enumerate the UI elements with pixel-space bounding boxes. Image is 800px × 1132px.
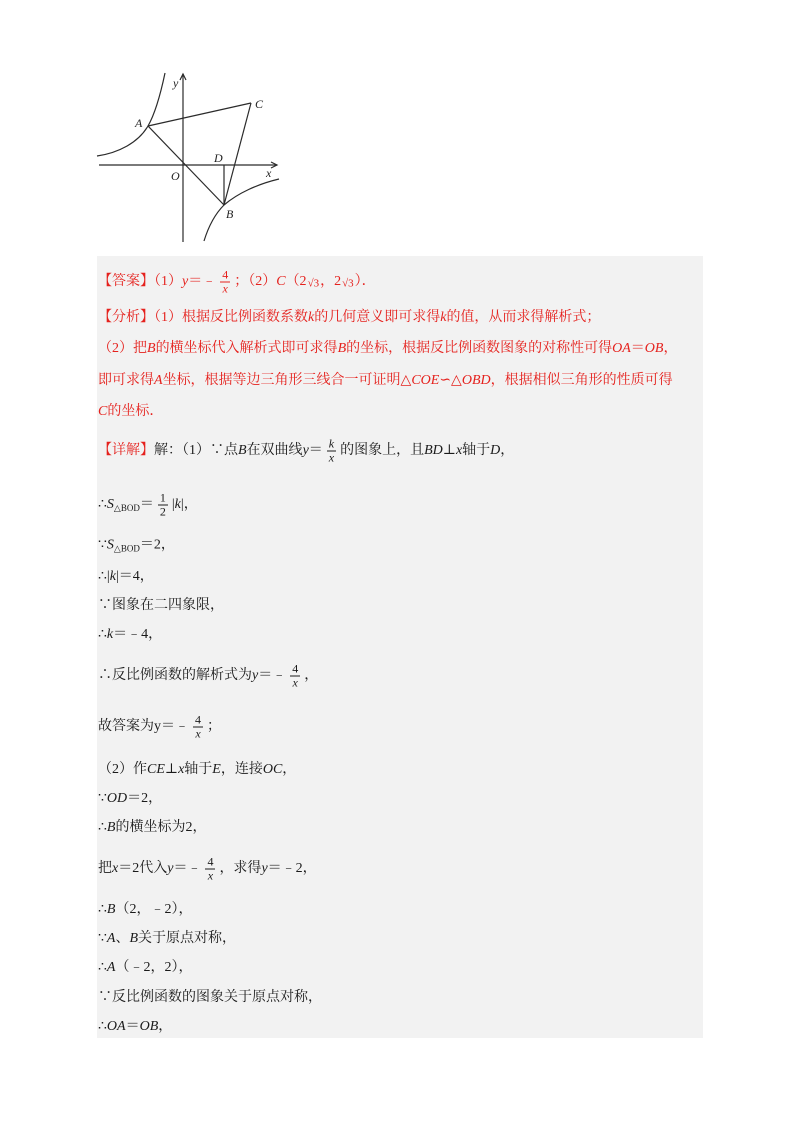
text-run: 轴于 (184, 762, 213, 777)
solution-line (98, 625, 162, 645)
text-run: ；（2） (234, 274, 277, 290)
text-run: ＝﹣2， (267, 861, 317, 877)
text-run: ⊥ (164, 762, 179, 777)
math-variable: B (129, 931, 139, 946)
math-variable: OBD (461, 373, 491, 388)
text-run: （﹣2，2）， (115, 960, 193, 975)
text-run: 的几何意义即可求得 (314, 310, 441, 325)
solution-panel (97, 256, 703, 1038)
text-run: ⊥ (442, 443, 456, 459)
text-run: 解：（1）∵点 (154, 443, 238, 459)
text-run: ）． (354, 274, 376, 290)
text-run: ， (282, 762, 297, 777)
subscript: △BOD (113, 543, 140, 554)
text-run: ，连接 (220, 762, 263, 777)
math-variable: k (106, 627, 114, 642)
solution-line (98, 929, 236, 949)
math-variable: k (308, 310, 315, 325)
math-variable: y (182, 274, 189, 290)
text-run: ∵图象在二四象限， (98, 598, 224, 613)
text-run: 的横坐标代入解析式即可求得 (155, 341, 338, 356)
solution-line (98, 567, 154, 587)
answer-line (98, 269, 376, 296)
math-variable: C (276, 274, 286, 290)
label-x-axis: x (266, 166, 272, 180)
label-point-d: D (214, 151, 223, 165)
text-run: ∵ (98, 537, 107, 553)
text-run: ，求得 (219, 861, 262, 877)
fraction (327, 438, 336, 465)
label-point-b: B (226, 207, 234, 221)
fraction (290, 663, 300, 690)
text-run: ＝ (139, 497, 154, 513)
text-run: （2）把 (98, 341, 147, 356)
math-variable: B (337, 341, 347, 356)
solution-line (98, 1017, 172, 1037)
text-run: 故答案为y＝﹣ (98, 719, 189, 735)
analysis-line (98, 339, 677, 359)
math-variable: E (212, 762, 221, 777)
section-tag: 【答案】 (98, 274, 154, 290)
solution-line (98, 900, 192, 920)
analysis-line (98, 308, 600, 328)
label-y-axis: y (173, 76, 179, 90)
text-run: |＝4， (115, 569, 154, 584)
section-tag: 【详解】 (98, 443, 154, 459)
text-run: 即可求得 (98, 373, 154, 388)
text-run: ∵ (98, 931, 107, 946)
text-run: ＝2代入 (118, 861, 168, 877)
math-variable: BD (424, 443, 443, 459)
coordinate-figure (0, 0, 300, 250)
text-run: ∴ (98, 1019, 107, 1034)
fraction-denominator: x (207, 868, 214, 883)
solution-line (98, 438, 514, 465)
solution-line (98, 596, 224, 616)
text-run: ∴| (98, 569, 110, 584)
text-run: 在双曲线 (246, 443, 303, 459)
solution-line (98, 760, 296, 780)
math-variable: CE (147, 762, 165, 777)
hyperbola-branch-lower-right (204, 179, 279, 241)
solution-line (98, 856, 317, 883)
label-point-c: C (255, 97, 264, 111)
math-variable: OA (612, 341, 631, 356)
text-run: 、 (115, 931, 130, 946)
math-variable: S (106, 537, 114, 553)
math-variable: x (112, 861, 119, 877)
analysis-line (98, 371, 673, 391)
segment-ac (148, 103, 251, 126)
square-root: √3 (342, 277, 354, 290)
math-variable: A (106, 931, 116, 946)
math-variable: k (174, 497, 181, 513)
text-run: | (171, 497, 175, 513)
fraction-denominator: x (222, 281, 228, 296)
solution-line (98, 492, 198, 519)
text-run: 的图象上，且 (340, 443, 425, 459)
math-variable: y (261, 861, 268, 877)
fraction-numerator: 4 (292, 661, 299, 676)
fraction-numerator: k (328, 436, 335, 451)
math-variable: A (106, 960, 116, 975)
solution-line (98, 988, 322, 1008)
math-variable: B (238, 443, 247, 459)
text-run: ∽△ (439, 373, 462, 388)
fraction-numerator: 4 (222, 267, 229, 282)
text-run: （1） (154, 274, 182, 290)
fraction (220, 269, 230, 296)
fraction-numerator: 4 (207, 854, 214, 869)
text-run: （2）作 (98, 762, 147, 777)
fraction-denominator: 2 (159, 504, 166, 519)
text-run: ＝﹣ (258, 668, 287, 684)
fraction (205, 856, 215, 883)
math-variable: OB (139, 1019, 159, 1034)
fraction-denominator: x (195, 726, 201, 741)
text-run: ， (304, 668, 319, 684)
fraction-denominator: x (292, 675, 298, 690)
section-tag: 【分析】 (98, 310, 154, 325)
text-run: ，2 (320, 274, 342, 290)
text-run: 的坐标，根据反比例函数图象的对称性可得 (346, 341, 613, 356)
text-run: ＝2， (139, 537, 175, 553)
label-point-a: A (135, 116, 143, 130)
solution-line (98, 663, 318, 690)
text-run: （2，﹣2）， (115, 902, 193, 917)
fraction-numerator: 1 (159, 490, 166, 505)
text-run: 的坐标． (107, 404, 164, 419)
text-run: （2 (285, 274, 307, 290)
square-root: √3 (307, 277, 320, 290)
analysis-line (98, 402, 163, 422)
math-variable: D (490, 443, 501, 459)
text-run: ∴反比例函数的解析式为 (98, 668, 252, 684)
math-variable: S (106, 497, 114, 513)
solution-line (98, 714, 221, 741)
text-run: ＝2， (127, 791, 163, 806)
math-variable: COE (411, 373, 440, 388)
text-run: 把 (98, 861, 112, 877)
text-run: ， (500, 443, 515, 459)
text-run: 轴于 (462, 443, 491, 459)
text-run: ， (158, 1019, 173, 1034)
solution-line (98, 958, 192, 978)
fraction (193, 714, 203, 741)
text-run: ＝﹣ (173, 861, 202, 877)
text-run: ∴ (98, 627, 107, 642)
text-run: ＝ (308, 443, 323, 459)
solution-line (98, 818, 206, 838)
math-variable: A (154, 373, 163, 388)
text-run: ∴ (98, 960, 107, 975)
text-run: 的值，从而求得解析式； (446, 310, 601, 325)
text-run: ； (207, 719, 221, 735)
math-variable: B (106, 820, 116, 835)
math-variable: k (440, 310, 447, 325)
math-variable: k (109, 569, 116, 584)
math-variable: y (167, 861, 174, 877)
math-variable: B (147, 341, 156, 356)
text-run: （1）根据反比例函数系数 (154, 310, 308, 325)
math-variable: x (178, 762, 185, 777)
text-run: ＝﹣4， (113, 627, 163, 642)
text-run: |， (180, 497, 198, 513)
text-run: ∴ (98, 497, 107, 513)
math-variable: C (98, 404, 108, 419)
math-variable: y (302, 443, 309, 459)
fraction-denominator: x (328, 450, 335, 465)
math-variable: OA (106, 1019, 126, 1034)
text-run: 的横坐标为2， (115, 820, 207, 835)
hyperbola-branch-upper-left (97, 73, 165, 156)
text-run: ∴ (98, 820, 107, 835)
text-run: ， (663, 341, 678, 356)
text-run: ＝﹣ (188, 274, 217, 290)
text-run: 坐标，根据等边三角形三线合一可证明△ (162, 373, 412, 388)
math-variable: OC (262, 762, 283, 777)
text-run: 关于原点对称， (138, 931, 237, 946)
solution-line (98, 536, 175, 559)
subscript: △BOD (113, 503, 140, 514)
math-variable: OD (106, 791, 128, 806)
text-run: ，根据相似三角形的性质可得 (490, 373, 673, 388)
text-run: ＝ (630, 341, 645, 356)
text-run: ∵反比例函数的图象关于原点对称， (98, 990, 322, 1005)
text-run: ∴ (98, 902, 107, 917)
solution-line (98, 789, 162, 809)
math-variable: OB (644, 341, 664, 356)
math-variable: y (252, 668, 259, 684)
math-variable: B (106, 902, 116, 917)
fraction (158, 492, 168, 519)
label-origin: O (171, 169, 180, 183)
text-run: ∵ (98, 791, 107, 806)
math-variable: x (455, 443, 463, 459)
fraction-numerator: 4 (195, 712, 201, 727)
text-run: ＝ (125, 1019, 140, 1034)
